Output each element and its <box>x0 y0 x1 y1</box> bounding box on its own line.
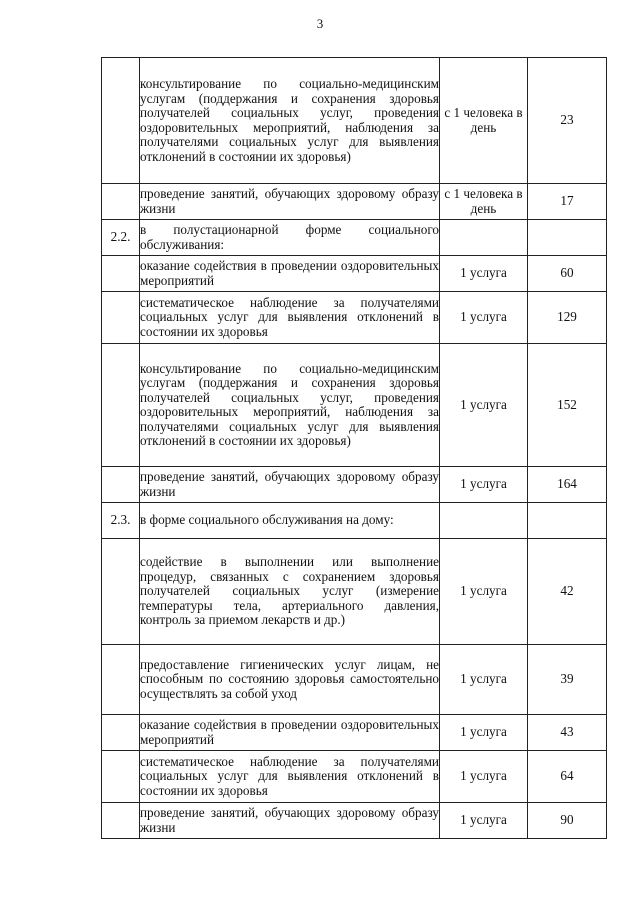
table-row <box>102 751 607 803</box>
table-row <box>102 645 607 715</box>
service-description: проведение занятий, обучающих здоровому образу жизни <box>140 467 440 503</box>
service-value <box>528 503 607 539</box>
row-number <box>102 645 140 715</box>
row-number <box>102 803 140 839</box>
page-number: 3 <box>316 16 324 31</box>
service-unit: 1 услуга <box>440 292 528 344</box>
table-row <box>102 58 607 184</box>
service-value: 43 <box>528 715 607 751</box>
row-number <box>102 539 140 645</box>
service-description: консультирование по социально-медицинским услугам (поддержания и сохранения здоровья получателей социальных услуг, проведения оздоровительных мероприятий, наблюдения за получателями социальных услуг для выявления отклонений в состоянии их здоровья) <box>140 58 440 184</box>
service-description: систематическое наблюдение за получателями социальных услуг для выявления отклонений в состоянии их здоровья <box>140 751 440 803</box>
table-row <box>102 292 607 344</box>
section-row <box>102 220 607 256</box>
service-unit: 1 услуга <box>440 751 528 803</box>
service-description: оказание содействия в проведении оздоровительных мероприятий <box>140 715 440 751</box>
row-number <box>102 344 140 467</box>
table-row <box>102 256 607 292</box>
row-number <box>102 467 140 503</box>
service-value: 152 <box>528 344 607 467</box>
table-row <box>102 539 607 645</box>
service-description: систематическое наблюдение за получателями социальных услуг для выявления отклонений в состоянии их здоровья <box>140 292 440 344</box>
row-number <box>102 256 140 292</box>
services-table <box>101 57 607 839</box>
table-row <box>102 184 607 220</box>
service-value: 129 <box>528 292 607 344</box>
service-value: 23 <box>528 58 607 184</box>
service-unit <box>440 220 528 256</box>
section-title: в форме социального обслуживания на дому: <box>140 503 440 539</box>
row-number <box>102 292 140 344</box>
section-row <box>102 503 607 539</box>
service-unit: 1 услуга <box>440 645 528 715</box>
service-description: проведение занятий, обучающих здоровому образу жизни <box>140 803 440 839</box>
service-description: проведение занятий, обучающих здоровому образу жизни <box>140 184 440 220</box>
service-value: 64 <box>528 751 607 803</box>
table-row <box>102 467 607 503</box>
service-value: 42 <box>528 539 607 645</box>
service-unit: 1 услуга <box>440 715 528 751</box>
service-unit: 1 услуга <box>440 256 528 292</box>
row-number <box>102 58 140 184</box>
row-number <box>102 184 140 220</box>
service-unit: 1 услуга <box>440 344 528 467</box>
service-description: содействие в выполнении или выполнение процедур, связанных с сохранением здоровья получателей социальных услуг (измерение температуры тела, артериального давления, контроль за приемом лекарств и др.) <box>140 539 440 645</box>
service-unit <box>440 503 528 539</box>
service-description: консультирование по социально-медицинским услугам (поддержания и сохранения здоровья получателей социальных услуг, проведения оздоровительных мероприятий, наблюдения за получателями социальных услуг для выявления отклонений в состоянии их здоровья) <box>140 344 440 467</box>
service-value: 39 <box>528 645 607 715</box>
service-unit: 1 услуга <box>440 539 528 645</box>
row-number <box>102 715 140 751</box>
section-number: 2.2. <box>102 220 140 256</box>
section-title: в полустационарной форме социального обслуживания: <box>140 220 440 256</box>
table-row <box>102 344 607 467</box>
service-value: 164 <box>528 467 607 503</box>
table-row <box>102 803 607 839</box>
service-value <box>528 220 607 256</box>
service-description: предоставление гигиенических услуг лицам, не способным по состоянию здоровья самостоятельно осуществлять за собой уход <box>140 645 440 715</box>
section-number: 2.3. <box>102 503 140 539</box>
service-value: 17 <box>528 184 607 220</box>
row-number <box>102 751 140 803</box>
service-value: 60 <box>528 256 607 292</box>
service-unit: 1 услуга <box>440 467 528 503</box>
service-unit: с 1 человека в день <box>440 184 528 220</box>
service-value: 90 <box>528 803 607 839</box>
service-description: оказание содействия в проведении оздоровительных мероприятий <box>140 256 440 292</box>
service-unit: с 1 человека в день <box>440 58 528 184</box>
service-unit: 1 услуга <box>440 803 528 839</box>
table-row <box>102 715 607 751</box>
